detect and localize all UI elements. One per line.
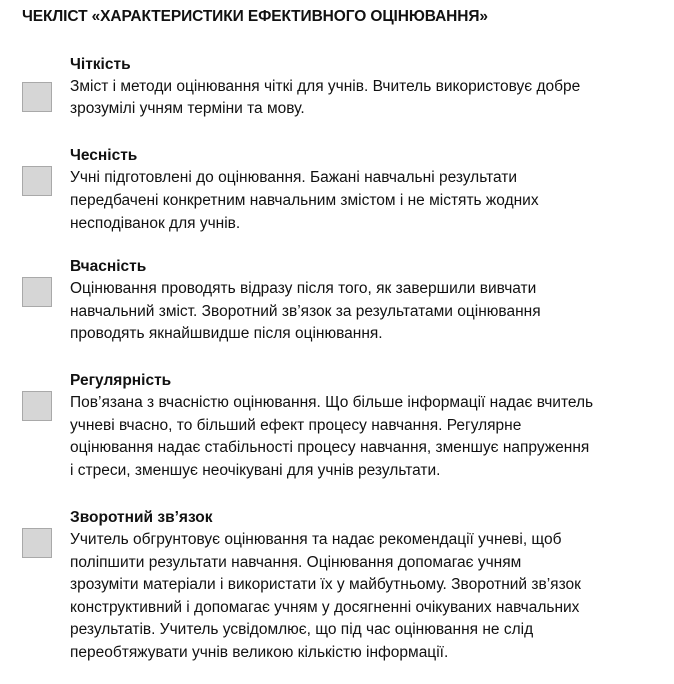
item-text-line: Учитель обгрунтовує оцінювання та надає рекомендації учневі, щоб <box>70 531 562 548</box>
item-title: Зворотний зв’язок <box>70 509 213 526</box>
item-text-line: результатів. Учитель усвідомлює, що під час оцінювання не слід <box>70 621 534 638</box>
checkbox-timeliness[interactable] <box>22 277 52 307</box>
item-text-line: проводять якнайшвидше після оцінювання. <box>70 325 383 342</box>
item-text-line: поліпшити результати навчання. Оцінювання допомагає учням <box>70 554 522 571</box>
item-text-line: і стреси, зменшує неочікувані для учнів результати. <box>70 462 441 479</box>
item-text-line: зрозумілі учням терміни та мову. <box>70 100 305 117</box>
item-title: Чесність <box>70 147 138 164</box>
item-text-line: оцінювання надає стабільності процесу навчання, зменшує напруження <box>70 439 590 456</box>
item-text-line: навчальний зміст. Зворотний зв’язок за результатами оцінювання <box>70 303 541 320</box>
checkbox-clarity[interactable] <box>22 82 52 112</box>
item-text-line: Учні підготовлені до оцінювання. Бажані навчальні результати <box>70 169 518 186</box>
checkbox-regularity[interactable] <box>22 391 52 421</box>
item-title: Вчасність <box>70 258 147 275</box>
item-text-line: зрозуміти матеріали і використати їх у майбутньому. Зворотний зв’язок <box>70 576 581 593</box>
item-text-line: передбачені конкретним навчальним змістом і не містять жодних <box>70 192 539 209</box>
checkbox-fairness[interactable] <box>22 166 52 196</box>
item-title: Чіткість <box>70 56 131 73</box>
item-text-line: учневі вчасно, то більший ефект процесу навчання. Регулярне <box>70 417 522 434</box>
item-text-line: Оцінювання проводять відразу після того, як завершили вивчати <box>70 280 537 297</box>
item-text-line: несподіванок для учнів. <box>70 215 241 232</box>
item-text-line: Пов’язана з вчасністю оцінювання. Що більше інформації надає вчитель <box>70 394 594 411</box>
item-text-line: переобтяжувати учнів великою кількістю інформації. <box>70 644 449 661</box>
item-title: Регулярність <box>70 372 172 389</box>
item-text-line: конструктивний і допомагає учням у досягненні очікуваних навчальних <box>70 599 580 616</box>
checklist-title: ЧЕКЛІСТ «ХАРАКТЕРИСТИКИ ЕФЕКТИВНОГО ОЦІНЮВАННЯ» <box>22 8 488 25</box>
item-text-line: Зміст і методи оцінювання чіткі для учнів. Вчитель використовує добре <box>70 78 581 95</box>
checkbox-feedback[interactable] <box>22 528 52 558</box>
